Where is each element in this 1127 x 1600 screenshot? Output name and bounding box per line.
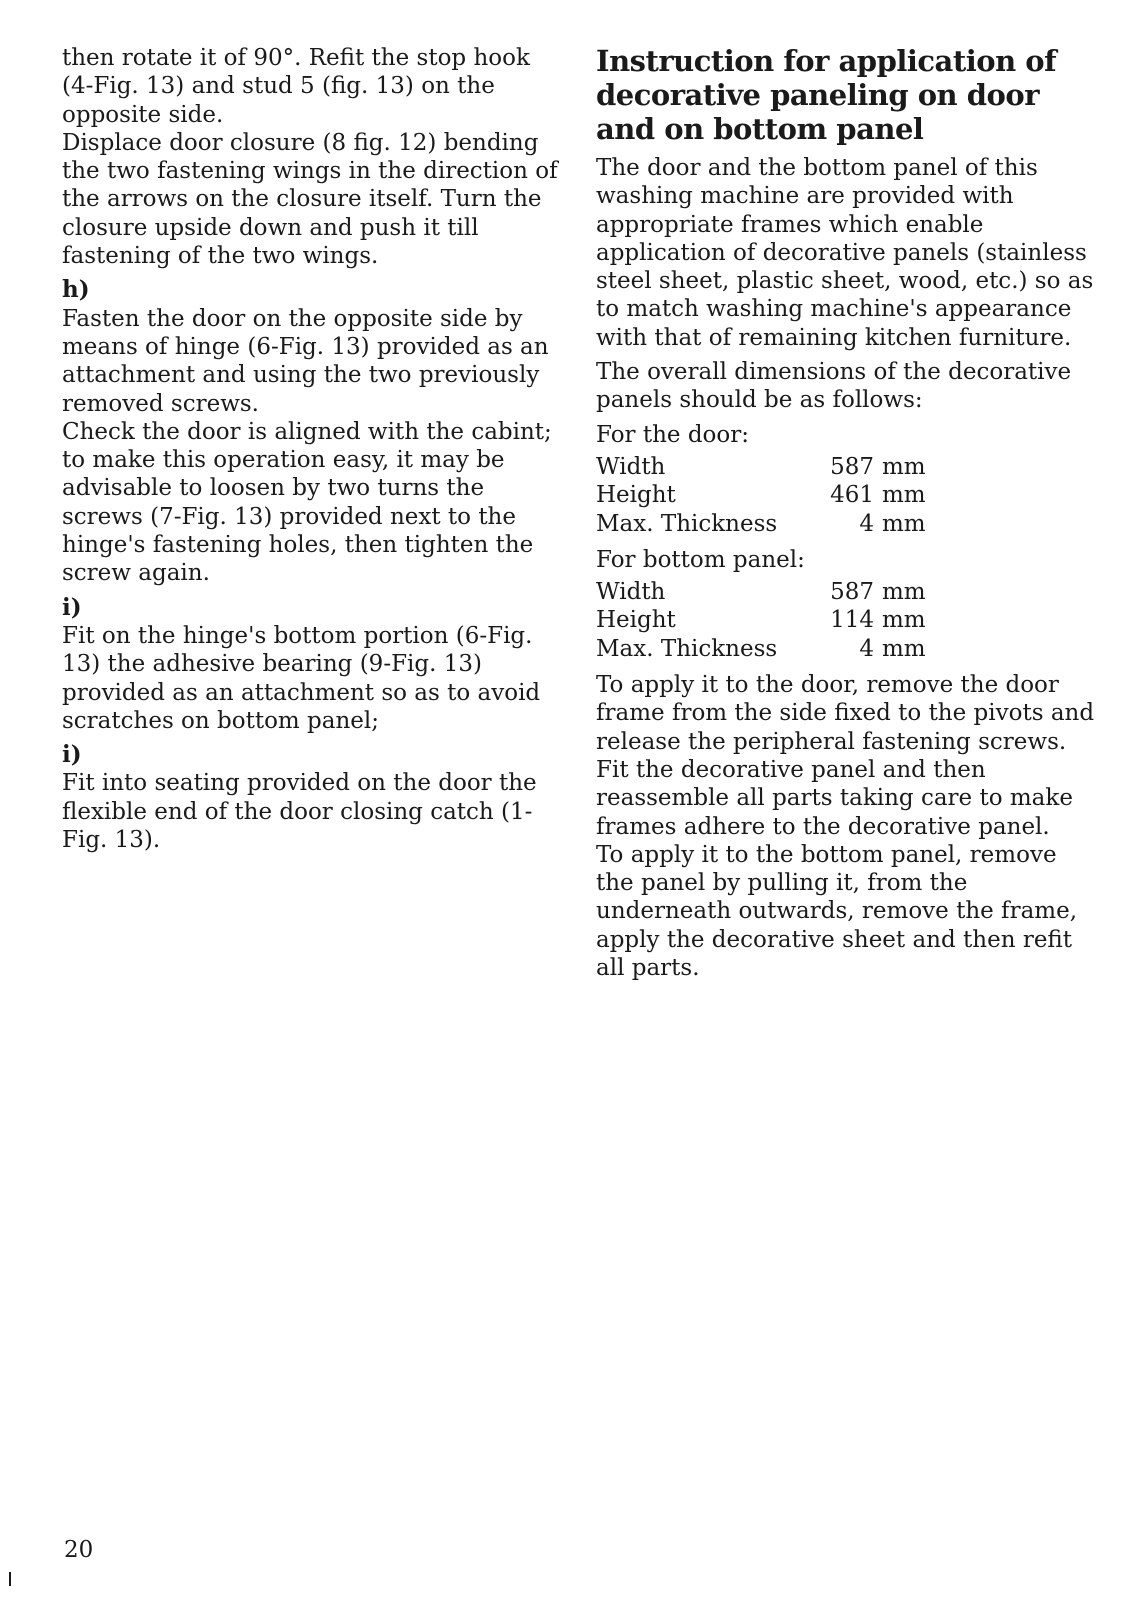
dimension-label: Width (596, 453, 666, 480)
table-row (596, 635, 926, 663)
fit-panel-instruction: Fit the decorative panel and then reassemble all parts taking care to make frames adhere to the decorative panel. (596, 756, 1073, 840)
dimension-value: 114 (830, 607, 874, 634)
dimension-label: Width (596, 579, 666, 606)
table-row (596, 453, 926, 481)
apply-door-instruction: To apply it to the door, remove the door frame from the side fixed to the pivots and release the peripheral fastening screws. (596, 672, 1095, 755)
dimension-unit: mm (882, 635, 926, 662)
door-dimensions-table (596, 453, 926, 538)
dimension-label: Height (596, 607, 676, 634)
step-i1-text: Fit on the hinge's bottom portion (6-Fig. 13) the adhesive bearing (9-Fig. 13) provided as an attachment so as to avoid scratches on bottom panel; (62, 622, 541, 734)
dimension-value: 461 (830, 482, 874, 509)
table-row (596, 578, 926, 606)
apply-bottom-instruction: To apply it to the bottom panel, remove the panel by pulling it, from the underneath outwards, remove the frame, apply the decorative sheet and then refit all parts. (596, 841, 1078, 982)
step-i2-text: Fit into seating provided on the door the flexible end of the door closing catch (1-Fig. 13). (62, 770, 537, 854)
dimension-value: 4 (859, 510, 874, 537)
table-row (596, 481, 926, 509)
step-h-label: h) (62, 276, 90, 304)
dimension-value: 587 (830, 579, 874, 606)
dimension-unit: mm (882, 607, 926, 634)
dimension-unit: mm (882, 579, 926, 606)
bottom-dimensions-label: For bottom panel: (596, 546, 805, 573)
step-h-alignment-text: Check the door is aligned with the cabint; to make this operation easy, it may be advisable to loosen by two turns the screws (7-Fig. 13) provided next to the hinge's fastening holes, then tighten the screw again. (62, 418, 552, 587)
step-i1-label: i) (62, 593, 82, 621)
dimension-label: Max. Thickness (596, 635, 778, 662)
page-number: 20 (64, 1537, 94, 1563)
dimension-unit: mm (882, 453, 926, 480)
table-row (596, 606, 926, 634)
right-column (596, 44, 1096, 988)
dimensions-intro: The overall dimensions of the decorative panels should be as follows: (596, 359, 1072, 414)
dimension-unit: mm (882, 510, 926, 537)
table-row (596, 510, 926, 538)
margin-mark (9, 1572, 11, 1586)
dimension-label: Max. Thickness (596, 510, 778, 537)
dimension-label: Height (596, 482, 676, 509)
continued-instruction: then rotate it of 90°. Refit the stop hook (4-Fig. 13) and stud 5 (fig. 13) on the opposite side. (62, 45, 530, 128)
intro-paragraph: The door and the bottom panel of this washing machine are provided with appropriate frames which enable application of decorative panels (stainless steel sheet, plastic sheet, wood, etc.) so as to match washing machine's appearance with that of remaining kitchen furniture. (596, 155, 1094, 351)
left-column (62, 44, 562, 860)
dimension-value: 4 (859, 635, 874, 662)
bottom-dimensions-table (596, 578, 926, 663)
section-heading: Instruction for application of decorative paneling on door and on bottom panel (596, 44, 1057, 146)
step-i2-label: i) (62, 741, 82, 769)
dimension-value: 587 (830, 453, 874, 480)
door-closure-instruction: Displace door closure (8 fig. 12) bending the two fastening wings in the direction of the arrows on the closure itself. Turn the closure upside down and push it till fastening of the two wings. (62, 129, 558, 270)
dimension-unit: mm (882, 482, 926, 509)
door-dimensions-label: For the door: (596, 421, 749, 448)
step-h-text: Fasten the door on the opposite side by means of hinge (6-Fig. 13) provided as an attachment and using the two previously removed screws. (62, 305, 549, 417)
